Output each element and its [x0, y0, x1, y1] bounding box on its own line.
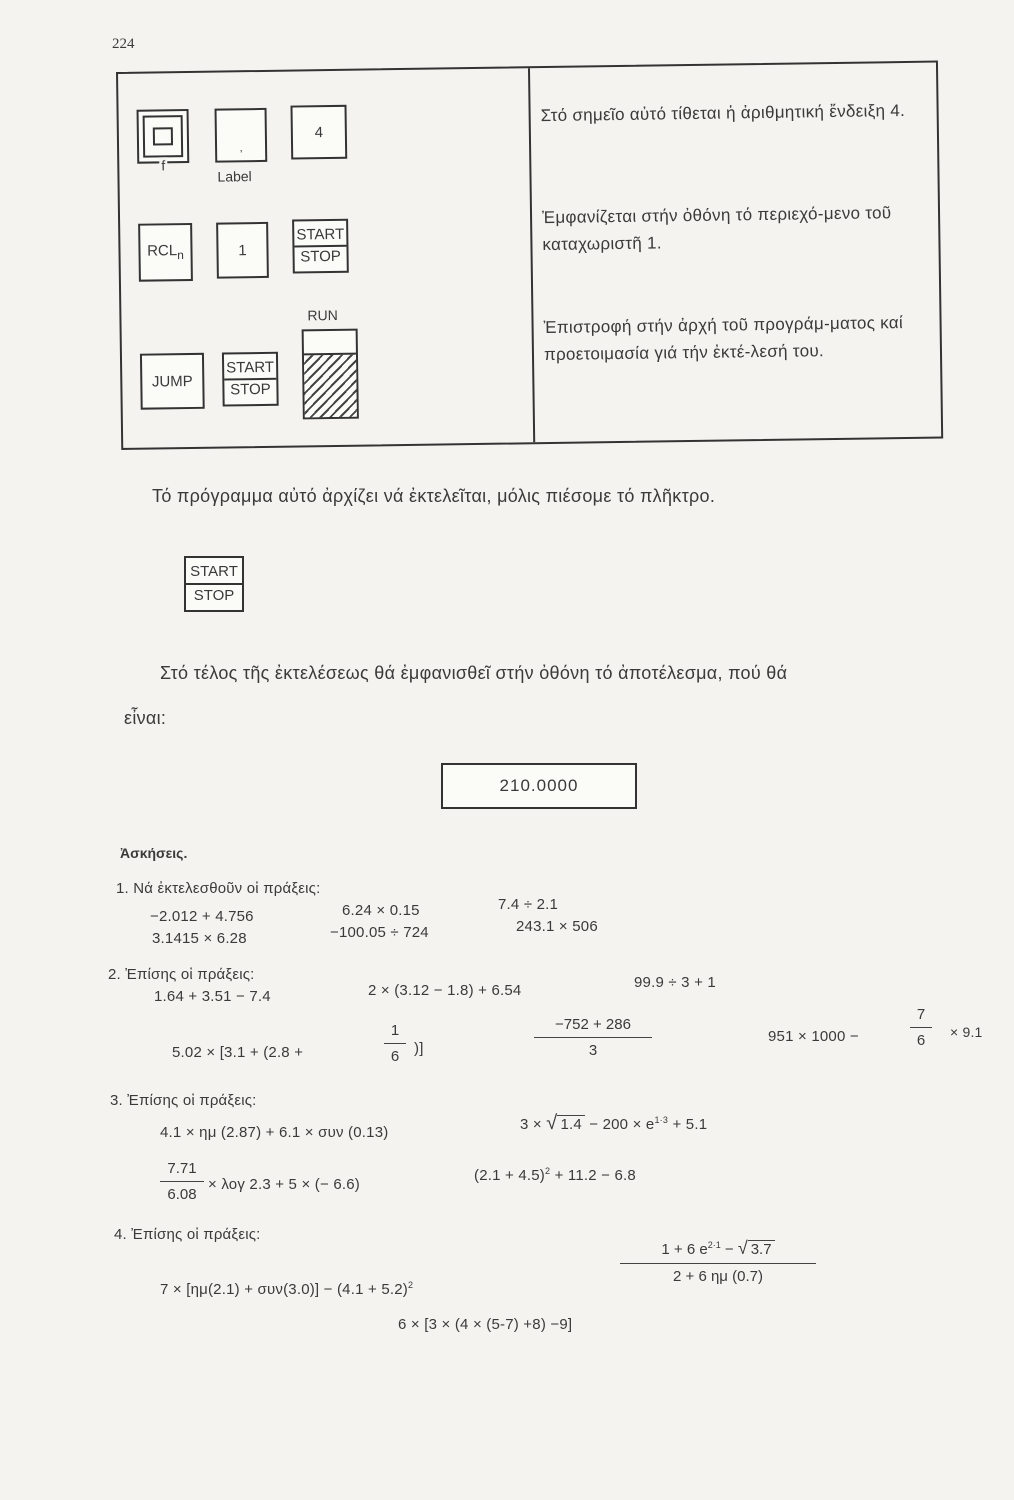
exercise-4-b-fraction	[620, 1238, 816, 1285]
paragraph-2-line-1: Στό τέλος τῆς ἐκτελέσεως θά ἐμφανισθεῖ στήν ὀθόνη τό ἀποτέλεσμα, πού θά	[160, 663, 788, 683]
exercise-1-heading: 1. Νά ἐκτελεσθοῦν οἱ πράξεις:	[116, 880, 321, 897]
stop-label: STOP	[230, 380, 271, 399]
exercise-3-c-suffix: × λογ 2.3 + 5 × (− 6.6)	[208, 1176, 360, 1193]
fraction-denominator: 3	[588, 1042, 598, 1059]
fraction-denominator: 2 + 6 ημ (0.7)	[673, 1268, 763, 1285]
exercise-3-heading: 3. Ἐπίσης οἱ πράξεις:	[110, 1092, 257, 1109]
fraction-numerator: 7.71	[167, 1160, 197, 1177]
paragraph-2-line-2: εἶναι:	[124, 708, 167, 728]
exercise-1-a: −2.012 + 4.756	[150, 908, 254, 925]
exercise-2-a: 1.64 + 3.51 − 7.4	[154, 988, 271, 1005]
run-switch	[302, 329, 359, 420]
square-icon	[153, 127, 173, 145]
label-caption: Label	[217, 168, 252, 185]
exercise-2-d-prefix: 5.02 × [3.1 + (2.8 +	[172, 1044, 304, 1061]
result-display	[441, 763, 637, 809]
start-label: START	[186, 561, 242, 585]
sqrt-radicand: 1.4	[557, 1115, 584, 1133]
fraction-bar	[160, 1181, 204, 1182]
exercise-2-f-fraction	[910, 1006, 932, 1049]
exercise-2-c: 99.9 ÷ 3 + 1	[634, 974, 716, 991]
fraction-numerator: 1 + 6 $e^{2\cdot 1}$ − √ 3.7	[620, 1238, 816, 1259]
exercise-3-c-fraction	[160, 1160, 204, 1203]
start-stop-key-row3	[222, 352, 279, 407]
display-value: 210.0000	[499, 776, 579, 795]
exercise-3-b	[520, 1112, 707, 1135]
fraction-denominator: 6	[390, 1048, 400, 1065]
exercises-title: Ἀσκήσεις.	[120, 845, 188, 861]
exercise-1-f: 243.1 × 506	[516, 918, 598, 935]
start-label: START	[294, 225, 346, 248]
exercise-2-e-fraction	[534, 1016, 652, 1059]
digit-1-label: 1	[238, 241, 247, 259]
stop-label: STOP	[300, 247, 341, 266]
start-label: START	[224, 358, 276, 381]
exercise-4-a	[160, 1280, 413, 1298]
table-row-1-text: Στό σημεῖο αὐτό τίθεται ἡ ἀριθμητική ἔνδειξη 4.	[540, 100, 906, 126]
exercise-3-b-middle: − 200 × e	[589, 1116, 655, 1133]
jump-key-label: JUMP	[151, 372, 193, 391]
exercise-2-f-prefix: 951 × 1000 −	[768, 1028, 859, 1045]
exercise-1-c: 7.4 ÷ 2.1	[498, 896, 559, 913]
paragraph-1: Τό πρόγραμμα αὐτό ἀρχίζει νά ἐκτελεῖται, μόλις πιέσομε τό πλῆκτρο.	[152, 486, 716, 506]
exponent: 2·1	[707, 1240, 721, 1250]
exponent: 1·3	[654, 1115, 669, 1125]
rcl-key-subscript: n	[177, 248, 185, 263]
sqrt-radicand: 3.7	[748, 1240, 775, 1258]
fraction-bar	[910, 1027, 932, 1028]
exponent: 2	[407, 1280, 414, 1290]
fraction-bar	[534, 1037, 652, 1038]
exercise-1-b: 6.24 × 0.15	[342, 902, 420, 919]
start-stop-key-row2	[292, 219, 349, 274]
exercise-4-heading: 4. Ἐπίσης οἱ πράξεις:	[114, 1226, 261, 1243]
exponent: 2	[545, 1166, 551, 1176]
f-key	[137, 109, 190, 164]
exercise-2-b: 2 × (3.12 − 1.8) + 6.54	[368, 982, 522, 999]
exercise-1-e: −100.05 ÷ 724	[330, 924, 429, 941]
stop-label: STOP	[193, 587, 235, 604]
exercise-3-d-suffix: + 11.2 − 6.8	[554, 1167, 636, 1184]
sqrt-icon: √	[546, 1112, 558, 1134]
digit-4-label: 4	[314, 123, 324, 141]
table-row-3-text: Ἐπιστροφή στήν ἀρχή τοῦ προγράμ-ματος καί προετοιμασία γιά τήν ἐκτέ-λεσή του.	[543, 313, 904, 365]
exercise-2-heading: 2. Ἐπίσης οἱ πράξεις:	[108, 966, 255, 983]
page-number: 224	[112, 36, 135, 52]
label-key	[215, 108, 268, 163]
label-key-mark: ,	[239, 142, 243, 155]
fraction-bar	[620, 1263, 816, 1264]
instruction-table	[116, 61, 943, 450]
fraction-denominator: 6.08	[167, 1186, 197, 1203]
exercise-3-d	[474, 1166, 636, 1184]
exercise-3-d-prefix: (2.1 + 4.5)	[474, 1167, 545, 1184]
digit-1-key	[216, 222, 269, 279]
rcl-key	[138, 223, 193, 282]
table-row-2-text: Ἐμφανίζεται στήν ὀθόνη τό περιεχό-μενο τοῦ καταχωριστῆ 1.	[541, 203, 892, 255]
exercise-2-f-suffix: × 9.1	[950, 1024, 983, 1040]
rcl-key-label: $RCL_n$	[147, 242, 185, 263]
fraction-denominator: 6	[916, 1032, 926, 1049]
f-key-caption: f	[161, 157, 166, 174]
exercise-2-d-fraction	[384, 1022, 406, 1065]
fraction-numerator: 1	[390, 1022, 400, 1039]
fraction-numerator: −752 + 286	[555, 1016, 631, 1033]
table-divider	[528, 68, 535, 442]
jump-key	[140, 353, 205, 410]
run-switch-hatch	[304, 353, 357, 418]
run-caption: RUN	[307, 306, 338, 324]
exercise-3-b-prefix: 3 ×	[520, 1116, 542, 1133]
exercise-4-c: 6 × [3 × (4 × (5-7) +8) −9]	[398, 1316, 573, 1333]
fraction-bar	[384, 1043, 406, 1044]
sqrt-icon: √	[737, 1238, 748, 1258]
digit-4-key	[290, 105, 347, 160]
start-stop-key	[184, 556, 244, 612]
exercise-2-d-suffix: )]	[414, 1040, 424, 1057]
fraction-numerator: 7	[916, 1006, 926, 1023]
exercise-4-a-text: 7 × [ημ(2.1) + συν(3.0)] − (4.1 + 5.2)	[160, 1281, 408, 1298]
exercise-1-d: 3.1415 × 6.28	[152, 930, 247, 947]
exercise-3-a: 4.1 × ημ (2.87) + 6.1 × συν (0.13)	[160, 1124, 389, 1141]
exercise-3-b-suffix: + 5.1	[672, 1116, 708, 1133]
